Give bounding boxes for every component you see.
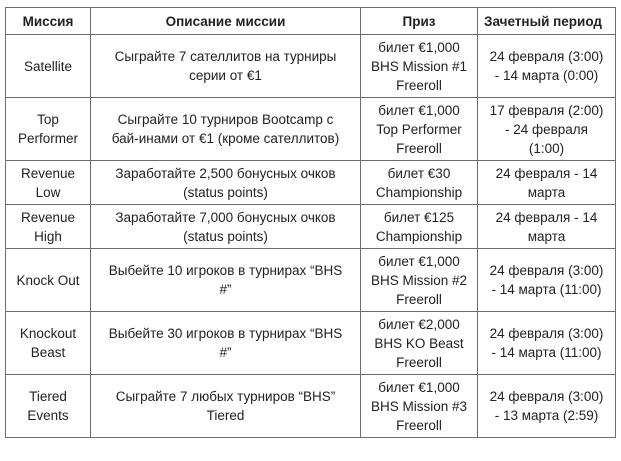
missions-table-container bbox=[5, 7, 616, 438]
cell-line: Freeroll bbox=[396, 354, 442, 370]
cell-period bbox=[478, 98, 616, 161]
cell-line: билет €1,000 bbox=[378, 253, 460, 269]
cell-line: билет €1,000 bbox=[378, 379, 460, 395]
cell-line: Freeroll bbox=[396, 417, 442, 433]
cell-line: 24 февраля (3:00) bbox=[489, 389, 604, 404]
cell-description bbox=[91, 35, 361, 98]
header-mission: Миссия bbox=[6, 8, 91, 35]
cell-line: - 13 марта (2:59) bbox=[494, 408, 599, 423]
cell-line: Tiered bbox=[29, 389, 67, 404]
cell-line: серии от €1 bbox=[189, 68, 262, 83]
cell-description bbox=[91, 98, 361, 161]
cell-line: билет €1,000 bbox=[378, 39, 460, 55]
cell-mission bbox=[6, 205, 91, 249]
cell-mission bbox=[6, 161, 91, 205]
cell-line: 17 февраля (2:00) bbox=[489, 102, 604, 118]
cell-line: билет €30 bbox=[387, 165, 451, 181]
cell-line: #” bbox=[219, 282, 232, 297]
cell-line: марта bbox=[527, 228, 566, 244]
cell-line: High bbox=[34, 228, 62, 244]
cell-line: Tiered bbox=[206, 408, 245, 423]
cell-line: Top Performer bbox=[376, 121, 462, 137]
cell-line: 24 февраля (3:00) bbox=[489, 263, 604, 278]
cell-line: Сыграйте 10 турниров Bootcamp с bbox=[117, 112, 334, 127]
cell-line: Revenue bbox=[20, 209, 76, 225]
cell-line: 24 февраля - 14 bbox=[495, 165, 598, 181]
cell-line: марта bbox=[527, 184, 566, 200]
cell-line: Beast bbox=[30, 345, 66, 360]
cell-prize bbox=[361, 35, 478, 98]
cell-line: 24 февраля - 14 bbox=[495, 209, 598, 225]
cell-line: (status points) bbox=[183, 184, 268, 200]
cell-mission bbox=[6, 35, 91, 98]
cell-line: - 24 февраля bbox=[504, 121, 588, 137]
cell-line: BHS KO Beast bbox=[374, 335, 464, 351]
cell-line: Satellite bbox=[23, 58, 73, 74]
cell-line: бай-инами от €1 (кроме сателлитов) bbox=[111, 131, 340, 146]
cell-line: Knock Out bbox=[16, 272, 80, 288]
cell-line: - 14 марта (0:00) bbox=[494, 68, 599, 83]
cell-line: Top bbox=[37, 112, 59, 127]
cell-mission bbox=[6, 98, 91, 161]
cell-line: BHS Mission #2 bbox=[370, 272, 468, 288]
cell-prize bbox=[361, 98, 478, 161]
table-row bbox=[6, 161, 616, 205]
cell-period bbox=[478, 312, 616, 375]
cell-description bbox=[91, 161, 361, 205]
header-period: Зачетный период bbox=[478, 8, 616, 35]
header-prize: Приз bbox=[361, 8, 478, 35]
cell-description bbox=[91, 249, 361, 312]
cell-line: - 14 марта (11:00) bbox=[491, 345, 602, 360]
cell-line: Заработайте 7,000 бонусных очков bbox=[115, 209, 336, 225]
cell-mission bbox=[6, 375, 91, 438]
cell-mission bbox=[6, 249, 91, 312]
cell-line: билет €2,000 bbox=[378, 316, 460, 332]
cell-line: билет €1,000 bbox=[378, 102, 460, 118]
cell-line: (1:00) bbox=[528, 140, 565, 156]
cell-description bbox=[91, 312, 361, 375]
cell-mission bbox=[6, 312, 91, 375]
cell-line: Freeroll bbox=[396, 77, 442, 93]
cell-line: BHS Mission #3 bbox=[370, 398, 468, 414]
cell-line: Сыграйте 7 сателлитов на турниры bbox=[114, 49, 337, 64]
cell-line: #” bbox=[219, 345, 232, 360]
table-row bbox=[6, 98, 616, 161]
cell-line: (status points) bbox=[183, 228, 268, 244]
cell-line: Freeroll bbox=[396, 140, 442, 156]
cell-line: Сыграйте 7 любых турниров “BHS” bbox=[115, 389, 336, 404]
cell-line: Championship bbox=[375, 184, 463, 200]
cell-line: Knockout bbox=[19, 326, 77, 341]
cell-line: Revenue bbox=[20, 165, 76, 181]
cell-prize bbox=[361, 312, 478, 375]
cell-period bbox=[478, 35, 616, 98]
cell-period bbox=[478, 161, 616, 205]
cell-line: Выбейте 10 игроков в турнирах “BHS bbox=[108, 263, 343, 278]
cell-period bbox=[478, 249, 616, 312]
cell-prize bbox=[361, 161, 478, 205]
cell-line: 24 февраля (3:00) bbox=[489, 49, 604, 64]
cell-line: Выбейте 30 игроков в турнирах “BHS bbox=[108, 326, 343, 341]
cell-prize bbox=[361, 375, 478, 438]
cell-line: BHS Mission #1 bbox=[370, 58, 468, 74]
cell-prize bbox=[361, 205, 478, 249]
cell-description bbox=[91, 375, 361, 438]
table-row bbox=[6, 249, 616, 312]
cell-period bbox=[478, 375, 616, 438]
header-description: Описание миссии bbox=[91, 8, 361, 35]
table-row bbox=[6, 205, 616, 249]
table-row bbox=[6, 35, 616, 98]
cell-prize bbox=[361, 249, 478, 312]
missions-table bbox=[5, 7, 616, 438]
cell-line: Freeroll bbox=[396, 291, 442, 307]
cell-line: Low bbox=[35, 184, 61, 200]
header-row bbox=[6, 8, 616, 35]
cell-period bbox=[478, 205, 616, 249]
cell-description bbox=[91, 205, 361, 249]
cell-line: - 14 марта (11:00) bbox=[491, 282, 602, 297]
cell-line: билет €125 bbox=[383, 209, 455, 225]
cell-line: Performer bbox=[17, 131, 78, 146]
table-row bbox=[6, 375, 616, 438]
cell-line: Championship bbox=[375, 228, 463, 244]
cell-line: 24 февраля (3:00) bbox=[489, 326, 604, 341]
cell-line: Заработайте 2,500 бонусных очков bbox=[115, 165, 336, 181]
table-row bbox=[6, 312, 616, 375]
cell-line: Events bbox=[27, 408, 69, 423]
